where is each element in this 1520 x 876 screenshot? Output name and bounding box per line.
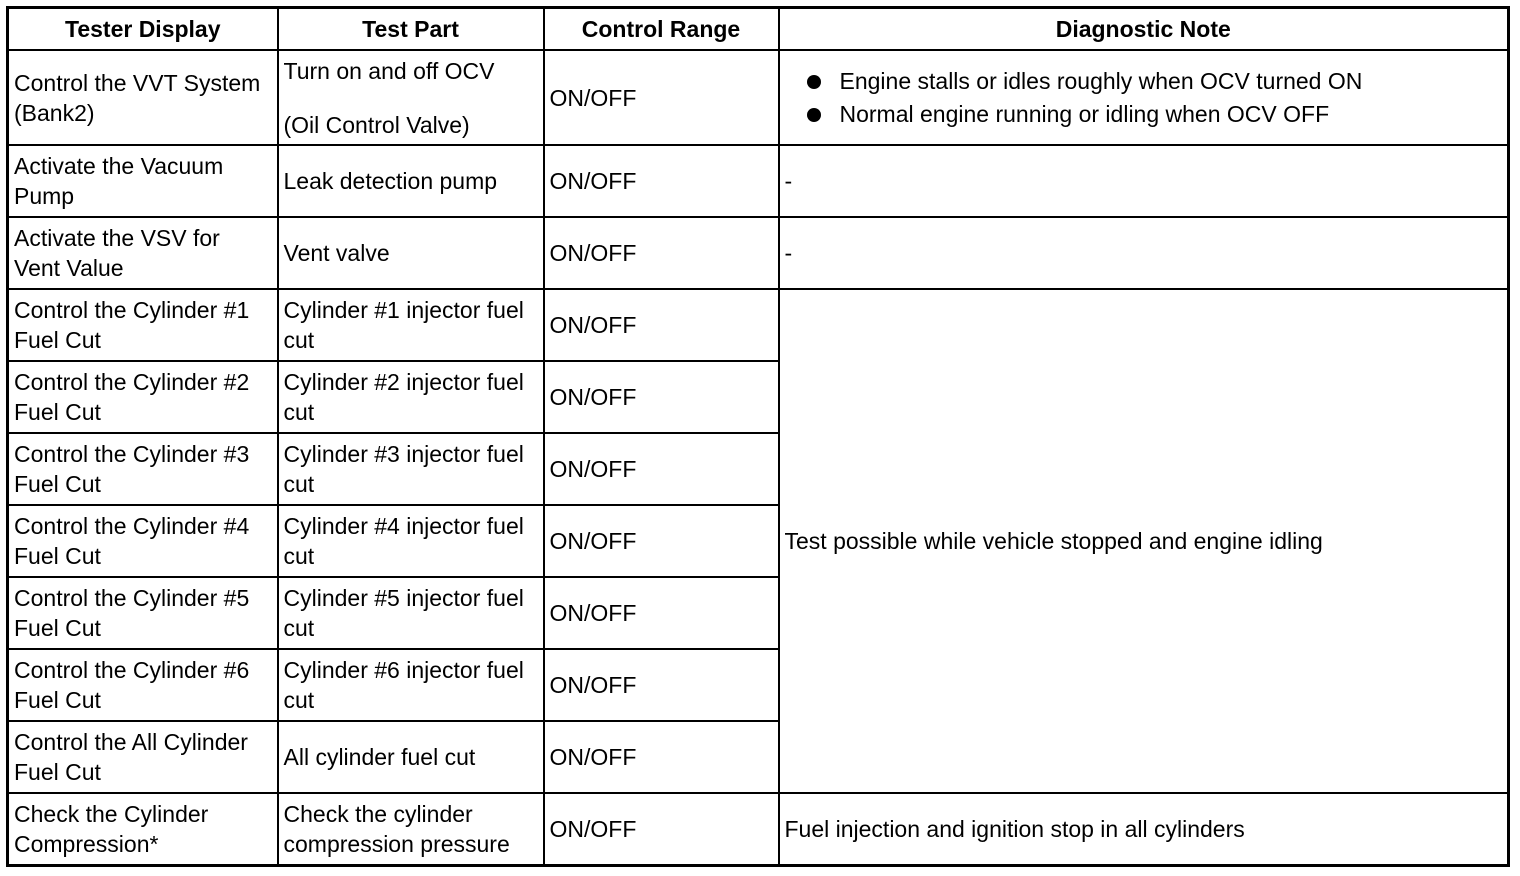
note-text: Normal engine running or idling when OCV OFF [839,100,1330,127]
cell-tester-display: Control the Cylinder #6 Fuel Cut [8,649,278,721]
bullet-icon [807,108,821,122]
active-test-table [6,6,1510,867]
cell-tester-display: Control the Cylinder #5 Fuel Cut [8,577,278,649]
table-row [8,289,1509,361]
note-text: Engine stalls or idles roughly when OCV turned ON [839,67,1363,94]
table-row [8,50,1509,145]
cell-diagnostic-note-shared: Test possible while vehicle stopped and engine idling [779,289,1509,793]
cell-tester-display: Control the Cylinder #4 Fuel Cut [8,505,278,577]
header-diagnostic-note: Diagnostic Note [779,8,1509,51]
cell-control-range: ON/OFF [544,649,779,721]
cell-diagnostic-note: - [779,145,1509,217]
table-row [8,793,1509,866]
cell-test-part: All cylinder fuel cut [278,721,544,793]
cell-test-part: Cylinder #6 injector fuel cut [278,649,544,721]
cell-test-part: Cylinder #1 injector fuel cut [278,289,544,361]
cell-tester-display: Control the VVT System (Bank2) [8,50,278,145]
cell-control-range: ON/OFF [544,145,779,217]
test-part-line: Turn on and off OCV [283,57,495,84]
note-item [805,98,1503,131]
cell-tester-display: Control the Cylinder #1 Fuel Cut [8,289,278,361]
cell-test-part: Cylinder #3 injector fuel cut [278,433,544,505]
cell-diagnostic-note [779,50,1509,145]
cell-test-part [278,50,544,145]
cell-diagnostic-note: Fuel injection and ignition stop in all cylinders [779,793,1509,866]
test-part-line: (Oil Control Valve) [283,111,470,138]
cell-tester-display: Check the Cylinder Compression* [8,793,278,866]
cell-control-range: ON/OFF [544,577,779,649]
cell-test-part: Leak detection pump [278,145,544,217]
cell-test-part: Cylinder #5 injector fuel cut [278,577,544,649]
cell-test-part: Cylinder #4 injector fuel cut [278,505,544,577]
cell-tester-display: Activate the VSV for Vent Value [8,217,278,289]
cell-control-range: ON/OFF [544,721,779,793]
cell-test-part: Check the cylinder compression pressure [278,793,544,866]
cell-diagnostic-note: - [779,217,1509,289]
cell-test-part: Cylinder #2 injector fuel cut [278,361,544,433]
cell-control-range: ON/OFF [544,793,779,866]
header-row [8,8,1509,51]
cell-tester-display: Control the Cylinder #2 Fuel Cut [8,361,278,433]
note-item [805,65,1503,98]
cell-control-range: ON/OFF [544,217,779,289]
cell-test-part: Vent valve [278,217,544,289]
bullet-icon [807,75,821,89]
header-control-range: Control Range [544,8,779,51]
table-row [8,217,1509,289]
line-gap [284,86,538,110]
cell-control-range: ON/OFF [544,289,779,361]
header-test-part: Test Part [278,8,544,51]
cell-control-range: ON/OFF [544,361,779,433]
table-row [8,145,1509,217]
cell-control-range: ON/OFF [544,505,779,577]
cell-tester-display: Control the All Cylinder Fuel Cut [8,721,278,793]
cell-tester-display: Activate the Vacuum Pump [8,145,278,217]
note-list [785,65,1503,131]
cell-control-range: ON/OFF [544,50,779,145]
cell-tester-display: Control the Cylinder #3 Fuel Cut [8,433,278,505]
cell-control-range: ON/OFF [544,433,779,505]
header-tester-display: Tester Display [8,8,278,51]
